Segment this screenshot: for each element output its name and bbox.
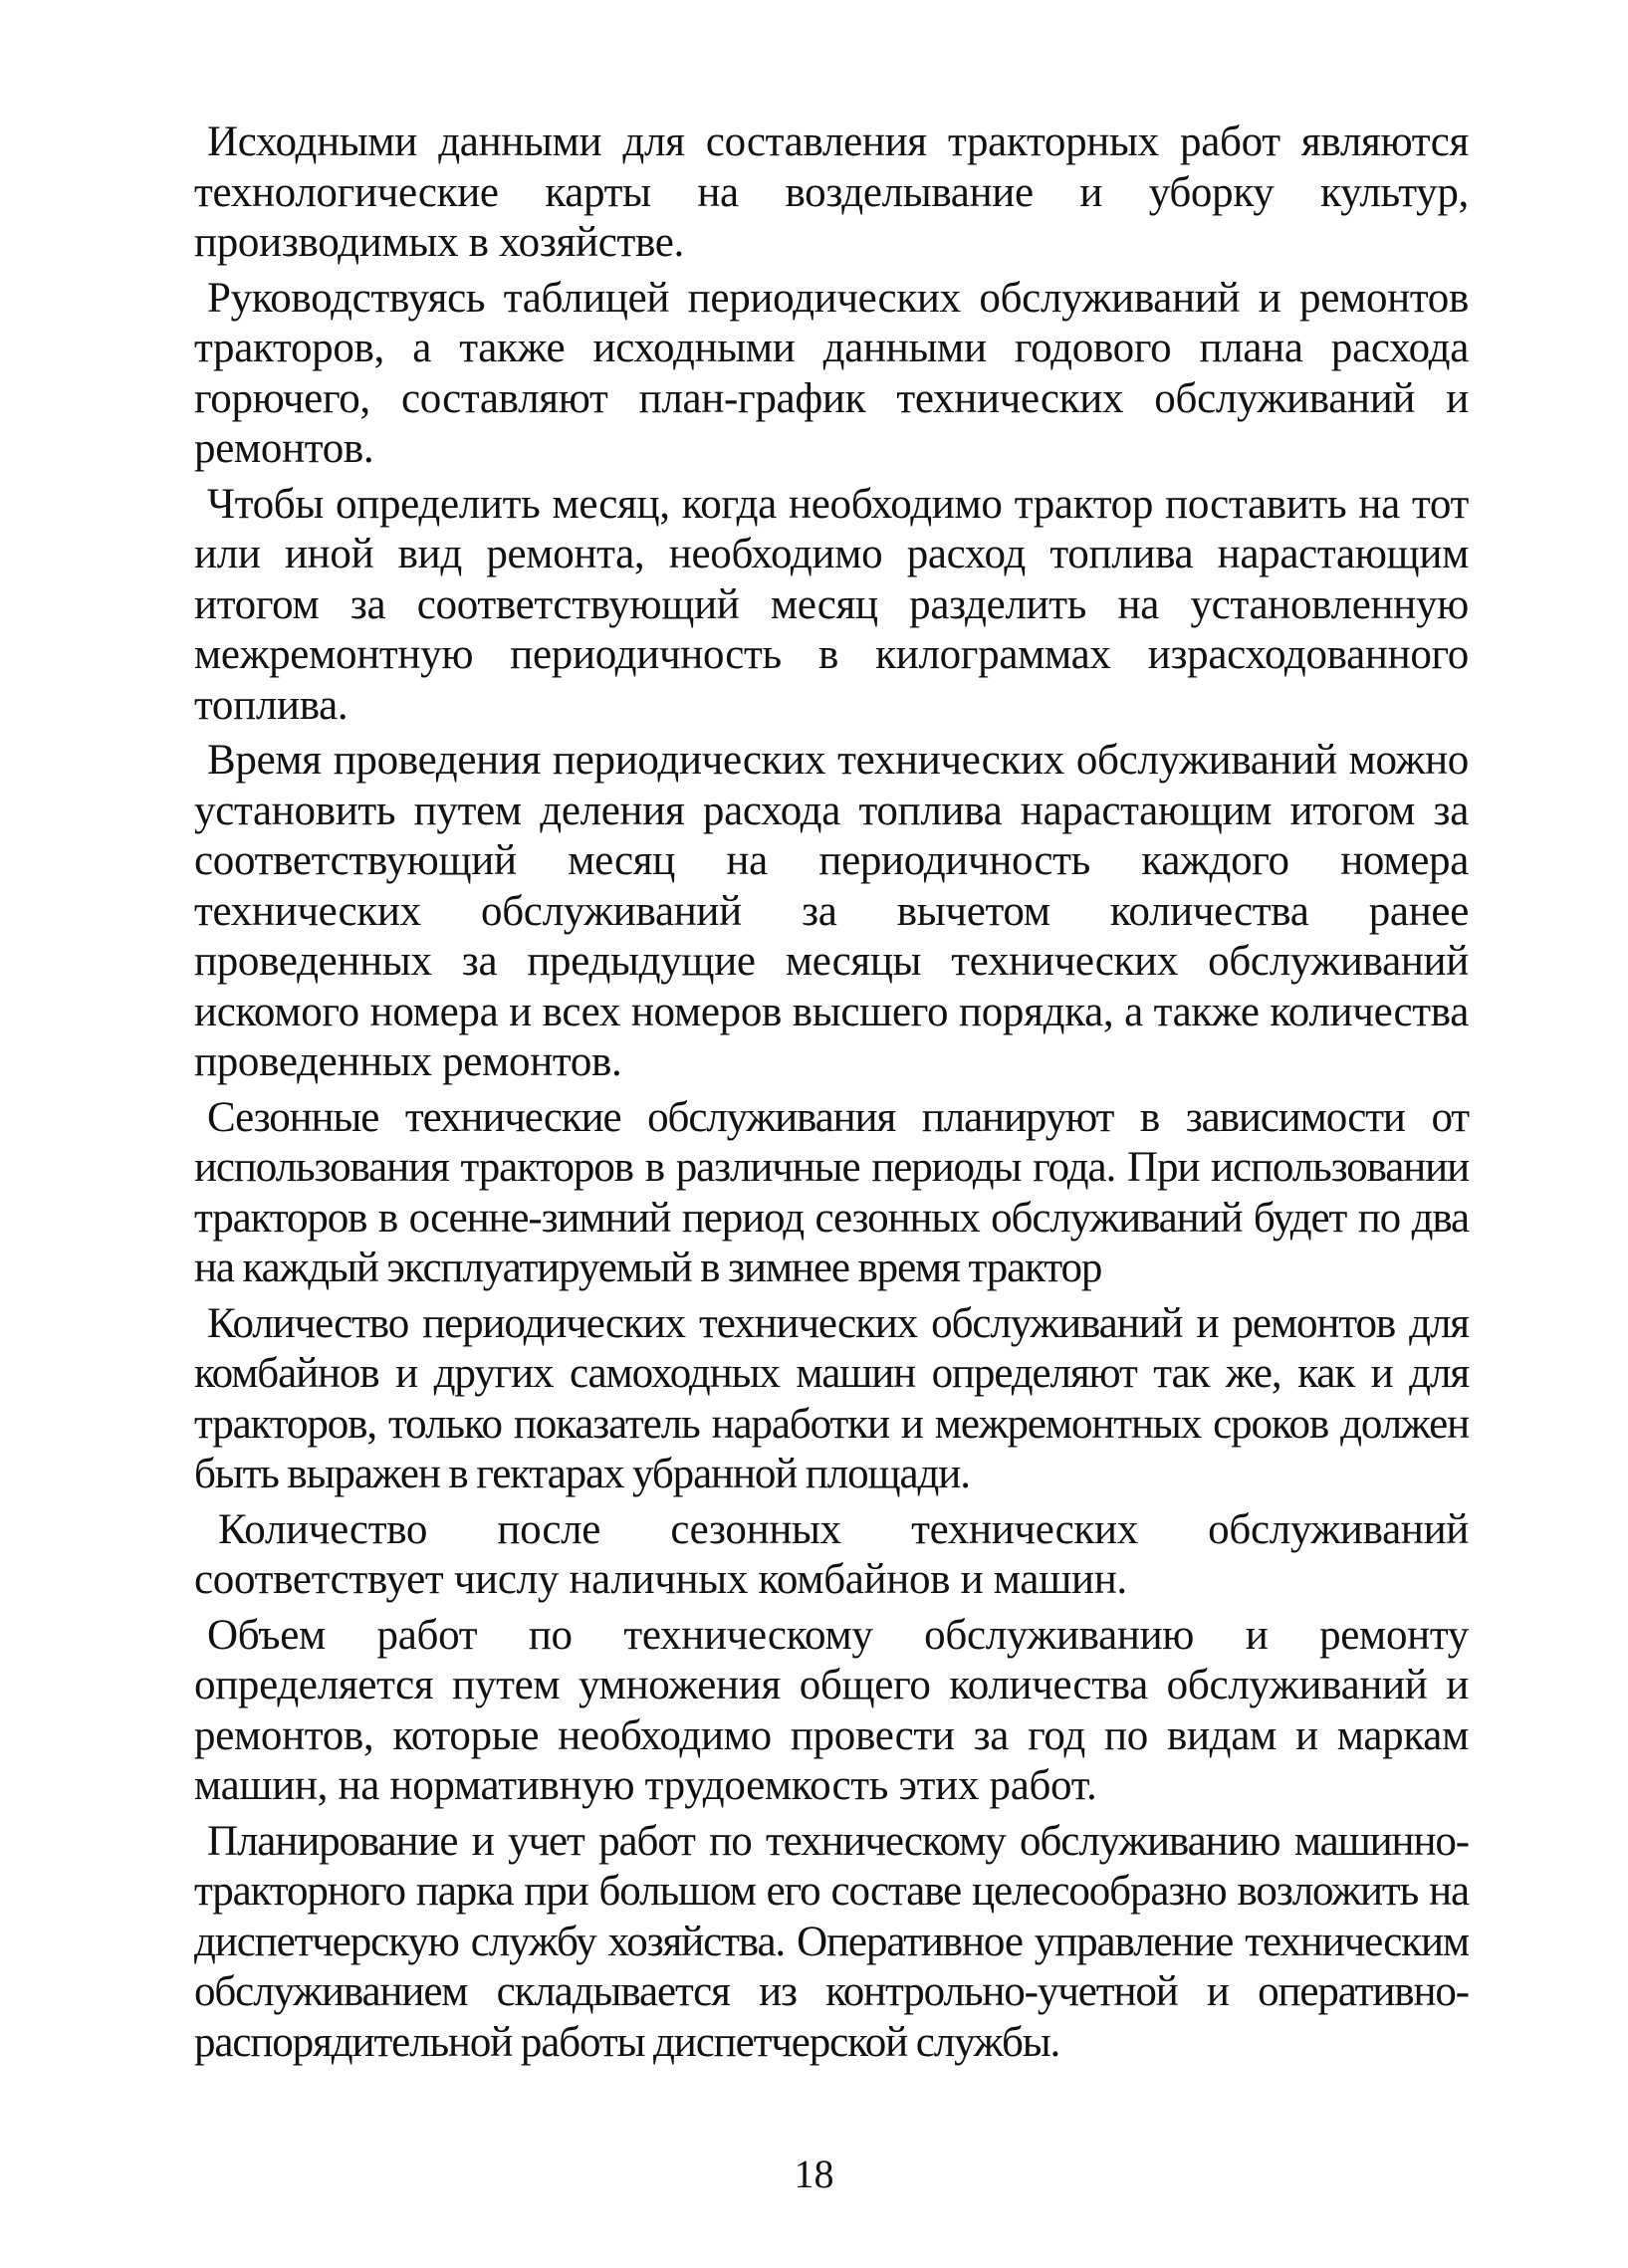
paragraph-9: Планирование и учет работ по техническому обслуживанию машинно-тракторного парка при большом его составе целесообразно возложить на диспетчерскую службу хозяйства. Оперативное управление техническим обслуживанием складывается из контрольно-учетной и оперативно-распорядительной работы диспетчерской службы. [194, 1817, 1469, 2066]
page-number: 18 [794, 2152, 834, 2196]
paragraph-5: Сезонные технические обслуживания планируют в зависимости от использования тракторов в различные периоды года. При использовании тракторов в осенне-зимний период сезонных обслуживаний будет по два на каждый эксплуатируемый в зимнее время трактор [194, 1093, 1469, 1291]
paragraph-2: Руководствуясь таблицей периодических обслуживаний и ремонтов тракторов, а также исходными данными годового плана расхода горючего, составляют план-график технических обслуживаний и ремонтов. [194, 274, 1469, 472]
paragraph-4: Время проведения периодических технических обслуживаний можно установить путем деления расхода топлива нарастающим итогом за соответствующий месяц на периодичность каждого номера технических обслуживаний за вычетом количества ранее проведенных за предыдущие месяцы технических обслуживаний искомого номера и всех номеров высшего порядка, а также количества проведенных ремонтов. [194, 737, 1469, 1085]
paragraph-8: Объем работ по техническому обслуживанию и ремонту определяется путем умножения общего количества обслуживаний и ремонтов, которые необходимо провести за год по видам и маркам машин, на нормативную трудоемкость этих работ. [194, 1611, 1469, 1809]
paragraph-6: Количество периодических технических обслуживаний и ремонтов для комбайнов и других самоходных машин определяют так же, как и для тракторов, только показатель наработки и межремонтных сроков должен быть выражен в гектарах убранной площади. [194, 1299, 1469, 1497]
paragraph-3: Чтобы определить месяц, когда необходимо трактор поставить на тот или иной вид ремонта, необходимо расход топлива нарастающим итогом за соответствующий месяц разделить на установленную межремонтную периодичность в килограммах израсходованного топлива. [194, 480, 1469, 729]
body-text [194, 117, 1469, 2073]
paragraph-1: Исходными данными для составления тракторных работ являются технологические карты на возделывание и уборку культур, производимых в хозяйстве. [194, 118, 1469, 266]
paragraph-7: Количество после сезонных технических обслуживаний соответствует числу наличных комбайнов и машин. [194, 1505, 1469, 1603]
